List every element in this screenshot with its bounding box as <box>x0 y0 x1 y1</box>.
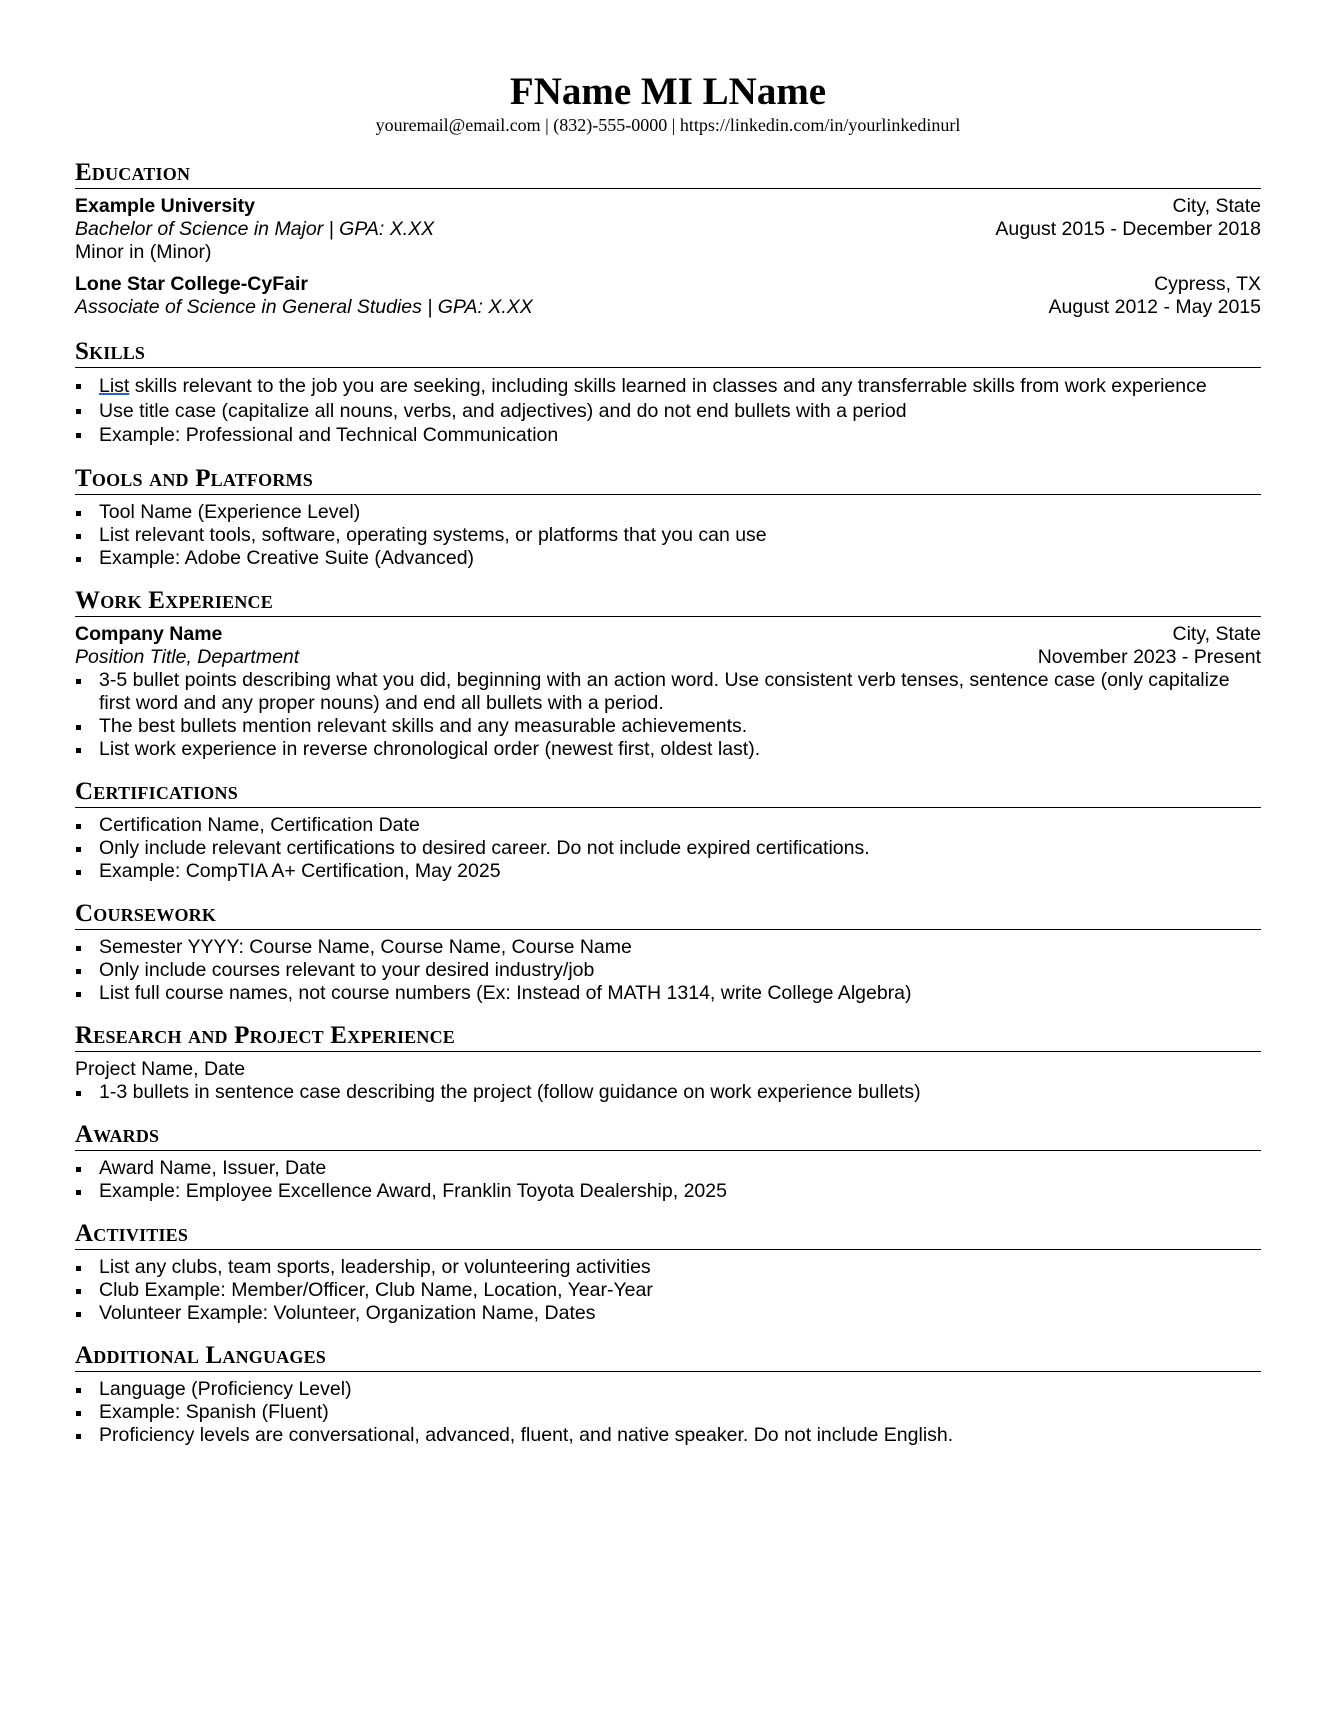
resume-page <box>75 70 1261 1447</box>
list-item: Language (Proficiency Level) <box>75 1378 1261 1401</box>
minor: Minor in (Minor) <box>75 241 212 263</box>
awards-section <box>75 1120 1261 1203</box>
resume-name: FName MI LName <box>509 70 827 113</box>
research-section <box>75 1021 1261 1104</box>
list-item: Volunteer Example: Volunteer, Organization Name, Dates <box>75 1302 1261 1325</box>
certifications-list <box>75 814 1261 883</box>
list-item: 3-5 bullet points describing what you did, beginning with an action word. Use consistent verb tenses, sentence case (only capitalize first word and any proper nouns) and end all bullets with a period. <box>75 669 1261 715</box>
list-item: Tool Name (Experience Level) <box>75 501 1261 524</box>
awards-list <box>75 1157 1261 1203</box>
activities-section <box>75 1219 1261 1325</box>
school-location: City, State <box>1172 195 1261 217</box>
project-line: Project Name, Date <box>75 1057 246 1080</box>
list-item: Semester YYYY: Course Name, Course Name, Course Name <box>75 936 1261 959</box>
gpa: | GPA: X.XX <box>328 218 435 240</box>
list-item: Club Example: Member/Officer, Club Name, Location, Year-Year <box>75 1279 1261 1302</box>
list-item: Award Name, Issuer, Date <box>75 1157 1261 1180</box>
list-item: The best bullets mention relevant skills and any measurable achievements. <box>75 715 1261 738</box>
tools-section <box>75 464 1261 570</box>
list-item: 1-3 bullets in sentence case describing the project (follow guidance on work experience bullets) <box>75 1081 1261 1104</box>
contact-line: youremail@email.com | (832)-555-0000 | https://linkedin.com/in/yourlinkedinurl <box>375 115 961 135</box>
education-section <box>75 158 1261 319</box>
school-name: Example University <box>75 195 255 217</box>
languages-list <box>75 1378 1261 1447</box>
list-item: Only include courses relevant to your desired industry/job <box>75 959 1261 982</box>
education-entry <box>75 273 1261 319</box>
section-title-awards: Awards <box>75 1120 1261 1151</box>
section-title-tools: Tools and Platforms <box>75 464 1261 495</box>
list-item: Example: Adobe Creative Suite (Advanced) <box>75 547 1261 570</box>
list-item: Example: Employee Excellence Award, Franklin Toyota Dealership, 2025 <box>75 1180 1261 1203</box>
school-name: Lone Star College-CyFair <box>75 273 308 295</box>
languages-section <box>75 1341 1261 1447</box>
work-list <box>75 669 1261 761</box>
section-title-languages: Additional Languages <box>75 1341 1261 1372</box>
list-item: Use title case (capitalize all nouns, verbs, and adjectives) and do not end bullets with a period <box>75 399 1261 424</box>
list-item: Example: Spanish (Fluent) <box>75 1401 1261 1424</box>
section-title-certifications: Certifications <box>75 777 1261 808</box>
education-dates: August 2015 - December 2018 <box>995 218 1261 240</box>
section-title-activities: Activities <box>75 1219 1261 1250</box>
list-item: List skills relevant to the job you are seeking, including skills learned in classes and any transferrable skills from work experience <box>75 374 1261 399</box>
list-item: List full course names, not course numbers (Ex: Instead of MATH 1314, write College Algebra) <box>75 982 1261 1005</box>
section-title-research: Research and Project Experience <box>75 1021 1261 1052</box>
list-item: Example: CompTIA A+ Certification, May 2025 <box>75 860 1261 883</box>
list-item: Certification Name, Certification Date <box>75 814 1261 837</box>
work-section <box>75 586 1261 761</box>
skills-section <box>75 337 1261 448</box>
certifications-section <box>75 777 1261 883</box>
degree: Associate of Science in General Studies <box>75 296 422 318</box>
list-item: List work experience in reverse chronological order (newest first, oldest last). <box>75 738 1261 761</box>
coursework-list <box>75 936 1261 1005</box>
gpa: | GPA: X.XX <box>427 296 533 318</box>
activities-list <box>75 1256 1261 1325</box>
education-entry <box>75 195 1261 264</box>
section-title-coursework: Coursework <box>75 899 1261 930</box>
spellcheck-word: List <box>99 375 130 397</box>
section-title-skills: Skills <box>75 337 1261 368</box>
position-title: Position Title, Department <box>75 645 300 668</box>
company-location: City, State <box>1172 622 1261 645</box>
research-list <box>75 1081 1261 1104</box>
work-dates: November 2023 - Present <box>1037 645 1261 668</box>
school-location: Cypress, TX <box>1154 273 1261 295</box>
company-name: Company Name <box>75 622 223 645</box>
tools-list <box>75 501 1261 570</box>
list-item: Proficiency levels are conversational, advanced, fluent, and native speaker. Do not include English. <box>75 1424 1261 1447</box>
skills-list <box>75 374 1261 448</box>
list-item: List relevant tools, software, operating systems, or platforms that you can use <box>75 524 1261 547</box>
degree: Bachelor of Science in Major <box>75 218 324 240</box>
coursework-section <box>75 899 1261 1005</box>
education-dates: August 2012 - May 2015 <box>1048 296 1261 318</box>
list-item: Example: Professional and Technical Communication <box>75 423 1261 448</box>
work-entry <box>75 623 1261 669</box>
section-title-work: Work Experience <box>75 586 1261 617</box>
section-title-education: Education <box>75 158 1261 189</box>
list-item: Only include relevant certifications to desired career. Do not include expired certifications. <box>75 837 1261 860</box>
list-item: List any clubs, team sports, leadership, or volunteering activities <box>75 1256 1261 1279</box>
